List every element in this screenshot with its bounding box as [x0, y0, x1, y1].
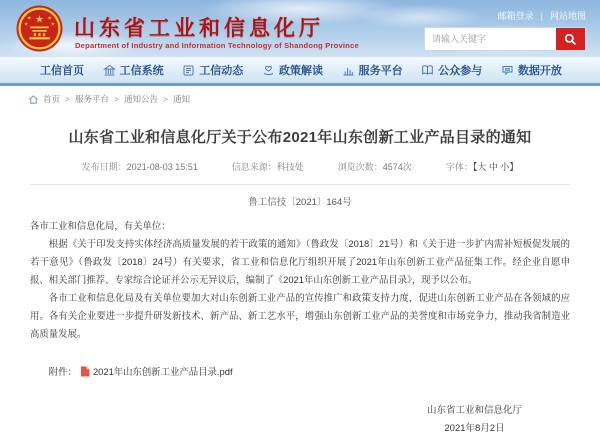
- breadcrumb-separator: >: [114, 94, 119, 104]
- article-body: [30, 217, 570, 343]
- nav-label: 工信动态: [199, 65, 244, 77]
- nav-item-policy[interactable]: [262, 62, 323, 78]
- breadcrumb-service-platform[interactable]: 服务平台: [74, 94, 109, 104]
- chart-icon: [342, 64, 355, 77]
- svg-text:★: ★: [26, 15, 32, 22]
- home-icon: [28, 94, 39, 105]
- signature-block: [30, 402, 570, 438]
- article-title: 山东省工业和信息化厅关于公布2021年山东创新工业产品目录的通知: [68, 129, 532, 146]
- document-number: 鲁工信技〔2021〕164号: [248, 197, 352, 208]
- svg-text:★: ★: [47, 15, 53, 22]
- font-size-options[interactable]: 【大 中 小】: [472, 162, 519, 172]
- national-emblem-logo: [16, 5, 63, 52]
- nav-label: 数据开放: [517, 65, 562, 77]
- news-icon: [182, 64, 195, 77]
- nav-item-open-data[interactable]: [501, 62, 562, 78]
- paragraph: 根据《关于印发支持实体经济高质量发展的若干政策的通知》（鲁政发〔2018〕21号）和《关于进一步扩内需补短板促发展的若干意见》（鲁政发〔2018〕24号）有关要求，省工业和信息化厅组织开展了2021年山东创新工业产品征集工作。经企业自愿申报、相关部门推荐、专家综合论证并公示无异议后，编制了《2021年山东创新工业产品目录》，现予以公布。: [30, 238, 570, 285]
- top-links-divider: |: [540, 10, 543, 21]
- signature-org: 山东省工业和信息化厅: [426, 405, 522, 416]
- nav-item-service-platform[interactable]: [342, 62, 403, 78]
- nav-item-gongxin-news[interactable]: [182, 62, 243, 78]
- breadcrumb-separator: >: [65, 94, 70, 104]
- salutation: 各市工业和信息化局，有关单位：: [30, 220, 171, 231]
- svg-text:★: ★: [50, 21, 56, 28]
- search-icon: [564, 33, 577, 46]
- attachment-label: 附件：: [48, 366, 77, 377]
- mail-login-link[interactable]: 邮箱登录: [497, 11, 534, 21]
- site-subtitle: Department of Industry and Information Technology of Shandong Province: [75, 41, 359, 50]
- nav-label: 政策解读: [278, 65, 323, 77]
- site-title: 山东省工业和信息化厅: [74, 15, 324, 40]
- svg-text:★: ★: [34, 14, 45, 26]
- nav-label: 工信系统: [119, 65, 164, 77]
- article: [0, 126, 600, 438]
- font-size-control: 字体：【大 中 小】: [445, 162, 519, 172]
- search-button[interactable]: [556, 28, 585, 50]
- search-input[interactable]: [425, 28, 556, 50]
- breadcrumb-home[interactable]: 首页: [43, 94, 61, 104]
- policy-heart-hand-icon: [262, 64, 275, 77]
- svg-text:★: ★: [23, 21, 29, 28]
- breadcrumb-separator: >: [162, 94, 168, 104]
- attachment-row: [30, 364, 570, 378]
- nav-label: 服务平台: [358, 65, 403, 77]
- main-nav: [0, 57, 600, 86]
- paragraph: 各市工业和信息化局及有关单位要加大对山东创新工业产品的宣传推广和政策支持力度，促进山东创新工业产品在各领域的应用。各有关企业要进一步提升研发新技术、新产品、新工艺水平，增强山东创新工业产品的美誉度和市场竞争力，推动我省制造业高质量发展。: [30, 292, 570, 339]
- breadcrumb: [0, 86, 600, 112]
- article-meta: [30, 160, 570, 173]
- nav-item-gongxin-home[interactable]: [40, 62, 84, 78]
- nav-item-gongxin-system[interactable]: [103, 62, 164, 78]
- publish-date: 发布日期：2021-08-03 15:51: [81, 162, 198, 172]
- breadcrumb-notice[interactable]: 通知: [172, 94, 190, 104]
- nav-item-public-participation[interactable]: [421, 62, 482, 78]
- divider-line: [30, 184, 570, 185]
- bank-icon: [103, 64, 116, 77]
- info-source: 信息来源：科技处: [231, 162, 304, 172]
- nav-label: 公众参与: [438, 65, 483, 77]
- header-banner: [0, 0, 600, 57]
- book-icon: [421, 64, 434, 77]
- search-bar: [424, 27, 586, 51]
- top-links: [498, 9, 586, 22]
- pdf-file-icon: [80, 366, 90, 377]
- signature-date: 2021年8月2日: [444, 423, 505, 434]
- nav-label: 工信首页: [40, 65, 84, 77]
- attachment-file-name: 2021年山东创新工业产品目录.pdf: [92, 366, 233, 377]
- view-count: 浏览次数：4574次: [337, 162, 412, 172]
- attachment-pdf-link[interactable]: [80, 364, 233, 378]
- breadcrumb-notices[interactable]: 通知公告: [123, 94, 158, 104]
- sitemap-link[interactable]: 网站地图: [549, 11, 586, 21]
- bubble-icon: [501, 64, 514, 77]
